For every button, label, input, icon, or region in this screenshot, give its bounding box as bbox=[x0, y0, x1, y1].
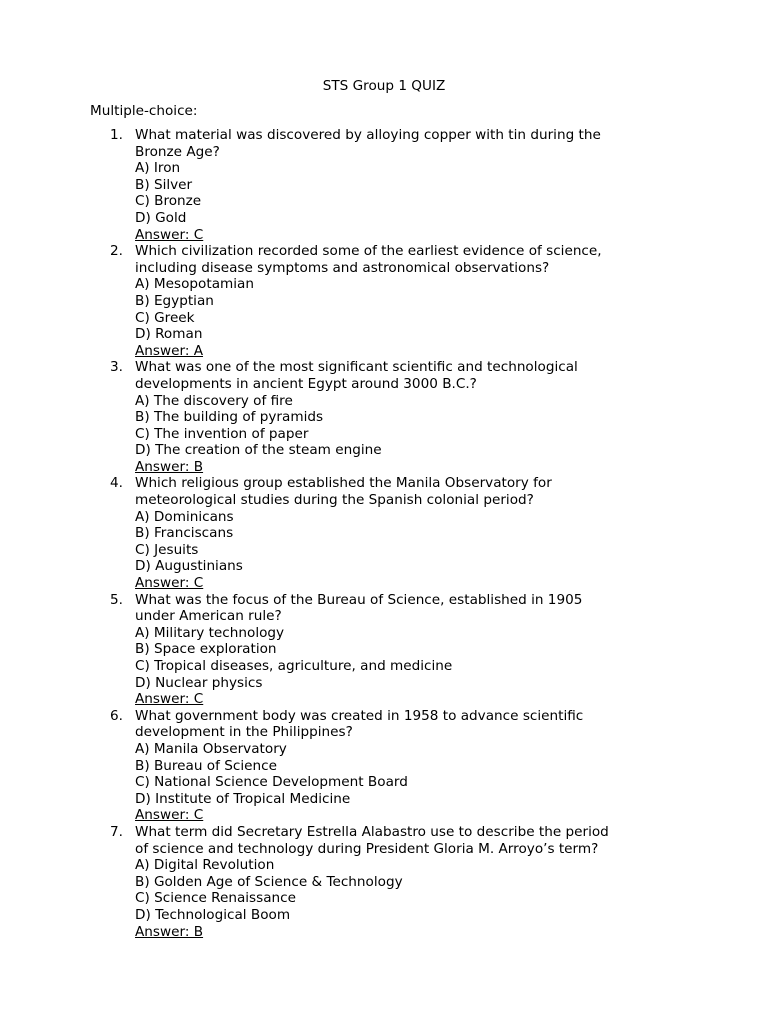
answer-option: A) Digital Revolution bbox=[135, 857, 275, 874]
question-item bbox=[0, 824, 675, 940]
answer-option: B) The building of pyramids bbox=[135, 409, 324, 426]
answer-key: Answer: C bbox=[135, 575, 204, 592]
question-text: What government body was created in 1958 to advance scientific development in the Philippines? bbox=[135, 707, 584, 741]
question-text: What was the focus of the Bureau of Science, established in 1905 under American rule? bbox=[135, 591, 583, 625]
answer-option: D) Gold bbox=[135, 209, 187, 226]
question-list bbox=[0, 127, 768, 940]
question-item bbox=[0, 708, 675, 824]
answer-option: B) Egyptian bbox=[135, 292, 214, 309]
question-text: Which religious group established the Manila Observatory for meteorological studies during the Spanish colonial period? bbox=[135, 475, 552, 509]
answer-option: C) Tropical diseases, agriculture, and medicine bbox=[135, 658, 453, 674]
question-number: 7. bbox=[110, 823, 123, 840]
answer-option: C) Bronze bbox=[135, 193, 202, 210]
question-item bbox=[0, 592, 675, 708]
question-number: 2. bbox=[110, 243, 123, 260]
answer-option: D) The creation of the steam engine bbox=[135, 442, 382, 459]
question-text: Which civilization recorded some of the earliest evidence of science, including disease symptoms and astronomical observations? bbox=[135, 243, 602, 276]
answer-option: C) Science Renaissance bbox=[135, 890, 297, 907]
question-number: 1. bbox=[110, 127, 123, 143]
question-item bbox=[0, 243, 675, 359]
answer-option: B) Franciscans bbox=[135, 525, 234, 542]
answer-option: A) Military technology bbox=[135, 624, 285, 641]
answer-option: A) The discovery of fire bbox=[135, 392, 293, 409]
answer-option: C) The invention of paper bbox=[135, 425, 309, 442]
question-text: What was one of the most significant scientific and technological developments in ancient Egypt around 3000 B.C.? bbox=[135, 359, 578, 392]
answer-option: A) Iron bbox=[135, 160, 181, 177]
answer-option: A) Dominicans bbox=[135, 508, 234, 525]
question-item bbox=[0, 475, 675, 591]
answer-option: D) Technological Boom bbox=[135, 906, 291, 923]
question-item bbox=[0, 127, 675, 243]
answer-option: B) Silver bbox=[135, 176, 193, 193]
answer-option: D) Roman bbox=[135, 326, 203, 343]
answer-key: Answer: C bbox=[135, 226, 204, 243]
answer-option: B) Bureau of Science bbox=[135, 757, 277, 774]
answer-option: D) Nuclear physics bbox=[135, 674, 263, 691]
section-heading: Multiple-choice: bbox=[90, 103, 198, 119]
answer-option: A) Mesopotamian bbox=[135, 276, 254, 293]
answer-option: D) Institute of Tropical Medicine bbox=[135, 790, 351, 807]
answer-option: B) Space exploration bbox=[135, 641, 277, 658]
answer-option: C) Greek bbox=[135, 309, 195, 326]
question-number: 6. bbox=[110, 707, 123, 724]
question-number: 4. bbox=[110, 475, 123, 492]
answer-key: Answer: B bbox=[135, 458, 204, 475]
answer-option: C) National Science Development Board bbox=[135, 774, 408, 791]
question-item bbox=[0, 359, 675, 475]
answer-key: Answer: B bbox=[135, 923, 204, 940]
question-number: 5. bbox=[110, 591, 123, 608]
answer-option: B) Golden Age of Science & Technology bbox=[135, 873, 403, 890]
document-title: STS Group 1 QUIZ bbox=[322, 78, 446, 94]
question-text: What material was discovered by alloying copper with tin during the Bronze Age? bbox=[135, 127, 601, 160]
answer-key: Answer: C bbox=[135, 807, 204, 824]
question-text: What term did Secretary Estrella Alabastro use to describe the period of science and technology during President Gloria M. Arroyo’s term? bbox=[135, 823, 609, 857]
answer-key: Answer: A bbox=[135, 342, 204, 359]
answer-option: A) Manila Observatory bbox=[135, 740, 287, 757]
answer-option: D) Augustinians bbox=[135, 558, 243, 575]
answer-option: C) Jesuits bbox=[135, 541, 199, 558]
question-number: 3. bbox=[110, 359, 123, 376]
answer-key: Answer: C bbox=[135, 691, 204, 708]
